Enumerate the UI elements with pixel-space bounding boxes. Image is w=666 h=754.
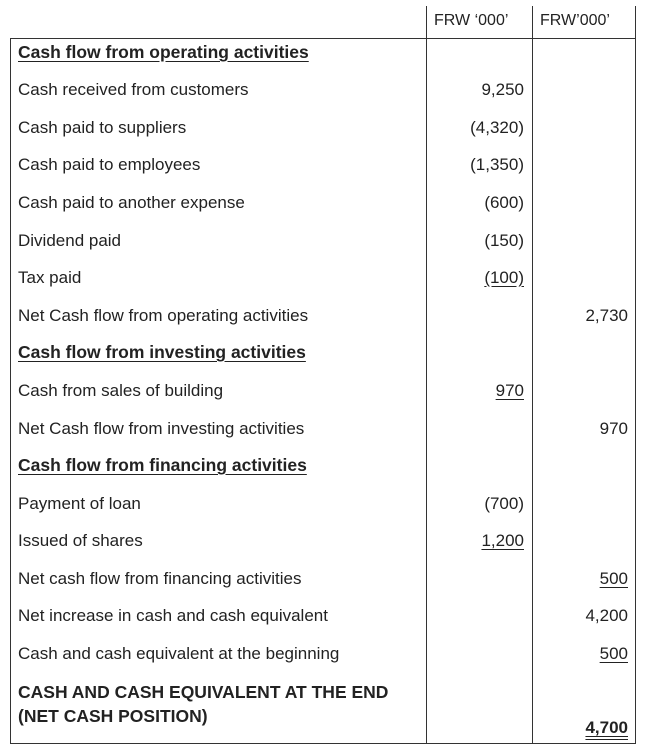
amount-col1: (600) bbox=[484, 193, 524, 212]
amount-col2: 4,700 bbox=[585, 718, 628, 737]
row-label: Cash flow from financing activities bbox=[18, 455, 307, 475]
row-label: Net Cash flow from operating activities bbox=[18, 306, 309, 325]
row-label: Cash paid to suppliers bbox=[18, 118, 187, 137]
row-label: Net Cash flow from investing activities bbox=[18, 419, 305, 438]
table-bottom-rule bbox=[10, 743, 636, 744]
left-border bbox=[10, 38, 11, 744]
amount-col2: 500 bbox=[599, 569, 628, 588]
amount-col1: 1,200 bbox=[481, 531, 524, 550]
right-border bbox=[635, 6, 636, 744]
cash-flow-statement bbox=[10, 6, 636, 744]
row-label: Cash paid to employees bbox=[18, 155, 201, 174]
col2-left-border bbox=[532, 6, 533, 744]
row-label: Cash from sales of building bbox=[18, 381, 224, 400]
row-label: Cash flow from investing activities bbox=[18, 342, 306, 362]
col2-header: FRW’000’ bbox=[540, 12, 610, 29]
amount-col2: 4,200 bbox=[585, 606, 628, 625]
row-label: Cash flow from operating activities bbox=[18, 42, 309, 62]
row-label: Cash paid to another expense bbox=[18, 193, 245, 212]
col1-left-border bbox=[426, 6, 427, 744]
header-bottom-rule bbox=[10, 38, 636, 39]
row-label: Tax paid bbox=[18, 268, 82, 287]
row-label: Cash received from customers bbox=[18, 80, 249, 99]
amount-col1: (1,350) bbox=[470, 155, 524, 174]
row-label: Net cash flow from financing activities bbox=[18, 569, 302, 588]
row-label: CASH AND CASH EQUIVALENT AT THE END (NET CASH POSITION) bbox=[18, 682, 389, 726]
row-label: Payment of loan bbox=[18, 494, 141, 513]
row-label: Issued of shares bbox=[18, 531, 143, 550]
amount-col1: 970 bbox=[495, 381, 524, 400]
amount-col1: (150) bbox=[484, 231, 524, 250]
amount-col2: 500 bbox=[599, 644, 628, 663]
amount-col1: (700) bbox=[484, 494, 524, 513]
row-label: Cash and cash equivalent at the beginning bbox=[18, 644, 340, 663]
amount-col1: (100) bbox=[484, 268, 524, 287]
amount-col1: 9,250 bbox=[481, 80, 524, 99]
row-label: Net increase in cash and cash equivalent bbox=[18, 606, 328, 625]
amount-col1: (4,320) bbox=[470, 118, 524, 137]
col1-header: FRW ‘000’ bbox=[434, 12, 509, 29]
row-label: Dividend paid bbox=[18, 231, 122, 250]
amount-col2: 2,730 bbox=[585, 306, 628, 325]
amount-col2: 970 bbox=[599, 419, 628, 438]
